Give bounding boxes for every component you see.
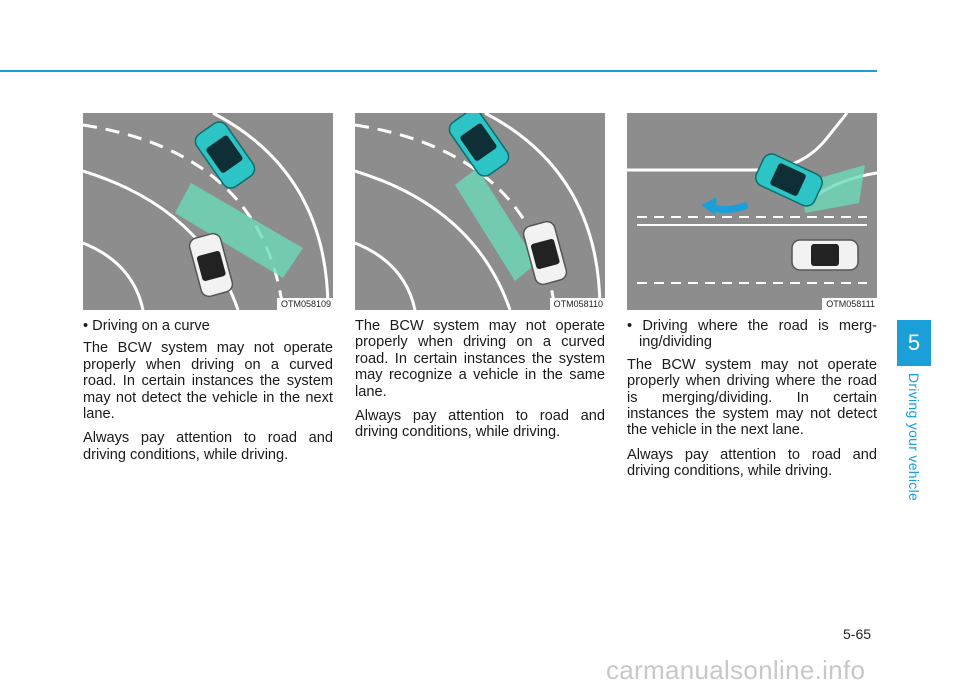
bullet-heading: • Driving where the road is merg-ing/dividing — [627, 318, 877, 351]
figure-curve-same-lane — [355, 113, 605, 310]
column-2 — [355, 318, 605, 449]
page-number: 5-65 — [843, 626, 872, 642]
column-1 — [83, 318, 333, 471]
figure-merging-road — [627, 113, 877, 310]
merging-road-illustration — [627, 113, 877, 310]
figure-code: OTM058109 — [277, 298, 333, 310]
paragraph: The BCW system may not operate properly when driving where the road is merging/dividing. In certain instances the system may not detect the vehicle in the next lane. — [627, 356, 877, 439]
paragraph: Always pay attention to road and driving conditions, while driving. — [83, 430, 333, 463]
paragraph: The BCW system may not operate properly when driving on a curved road. In certain instances the system may not detect the vehicle in the next lane. — [83, 340, 333, 423]
figure-code: OTM058110 — [550, 298, 605, 310]
figure-code: OTM058111 — [822, 298, 877, 310]
bullet-heading: • Driving on a curve — [83, 318, 210, 334]
figure-curve-next-lane — [83, 113, 333, 310]
chapter-number-tab: 5 — [897, 320, 931, 366]
curve-road-illustration — [355, 113, 605, 310]
target-vehicle — [792, 240, 858, 270]
column-3 — [627, 318, 877, 488]
paragraph: The BCW system may not operate properly when driving on a curved road. In certain instances the system may recognize a vehicle in the same lane. — [355, 318, 605, 400]
paragraph: Always pay attention to road and driving conditions, while driving. — [627, 446, 877, 480]
chapter-title — [897, 372, 931, 502]
header-rule — [0, 70, 877, 72]
curve-road-illustration — [83, 113, 333, 310]
paragraph: Always pay attention to road and driving conditions, while driving. — [355, 408, 605, 441]
watermark: carmanualsonline.info — [606, 655, 866, 685]
chapter-title-text: Driving your vehicle — [906, 372, 923, 502]
